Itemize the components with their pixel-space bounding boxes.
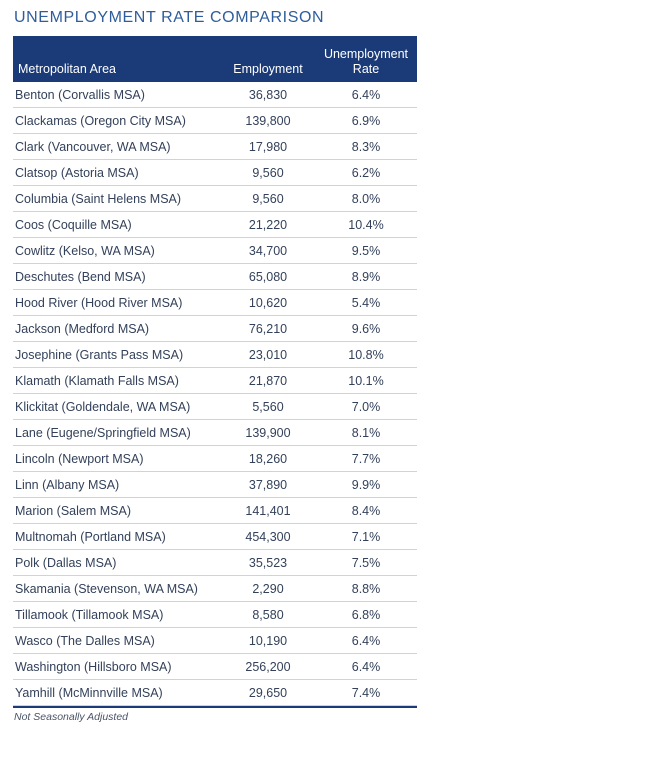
cell-employment: 21,870: [248, 374, 288, 388]
cell-area: Clackamas (Oregon City MSA): [15, 114, 186, 128]
cell-area: Multnomah (Portland MSA): [15, 530, 166, 544]
cell-employment: 10,620: [248, 296, 288, 310]
cell-employment: 139,900: [245, 426, 291, 440]
cell-employment: 35,523: [248, 556, 288, 570]
table-row: [13, 498, 417, 524]
cell-rate: 7.1%: [351, 530, 381, 544]
cell-rate: 8.3%: [351, 140, 381, 154]
cell-area: Tillamook (Tillamook MSA): [15, 608, 164, 622]
table-row: [13, 576, 417, 602]
cell-employment: 10,190: [248, 634, 288, 648]
cell-rate: 6.2%: [351, 166, 381, 180]
table-row: [13, 602, 417, 628]
cell-rate: 9.5%: [351, 244, 381, 258]
table-header: [13, 36, 417, 82]
cell-area: Wasco (The Dalles MSA): [15, 634, 155, 648]
cell-area: Yamhill (McMinnville MSA): [15, 686, 163, 700]
table-row: [13, 680, 417, 706]
cell-rate: 10.4%: [348, 218, 384, 232]
table-row: [13, 342, 417, 368]
cell-area: Hood River (Hood River MSA): [15, 296, 183, 310]
cell-employment: 139,800: [245, 114, 291, 128]
unemployment-table: [13, 36, 417, 708]
cell-area: Marion (Salem MSA): [15, 504, 131, 518]
cell-area: Washington (Hillsboro MSA): [15, 660, 172, 674]
header-rate-line1: Unemployment: [323, 47, 409, 61]
table-row: [13, 316, 417, 342]
cell-employment: 454,300: [245, 530, 291, 544]
cell-area: Benton (Corvallis MSA): [15, 88, 145, 102]
cell-employment: 8,580: [252, 608, 284, 622]
cell-employment: 21,220: [248, 218, 288, 232]
cell-rate: 6.4%: [351, 634, 381, 648]
table-row: [13, 186, 417, 212]
table-bottom-rule: [13, 706, 417, 708]
table-row: [13, 654, 417, 680]
table-body: [13, 82, 417, 706]
cell-area: Lincoln (Newport MSA): [15, 452, 144, 466]
cell-rate: 6.8%: [351, 608, 381, 622]
cell-employment: 29,650: [248, 686, 288, 700]
cell-area: Jackson (Medford MSA): [15, 322, 150, 336]
table-row: [13, 394, 417, 420]
cell-area: Columbia (Saint Helens MSA): [15, 192, 182, 206]
cell-rate: 7.4%: [351, 686, 381, 700]
header-unemployment-rate: [315, 47, 417, 77]
cell-rate: 10.8%: [348, 348, 384, 362]
cell-rate: 8.4%: [351, 504, 381, 518]
cell-rate: 8.9%: [351, 270, 381, 284]
cell-rate: 5.4%: [351, 296, 381, 310]
table-row: [13, 368, 417, 394]
cell-rate: 6.9%: [351, 114, 381, 128]
cell-area: Polk (Dallas MSA): [15, 556, 117, 570]
cell-area: Skamania (Stevenson, WA MSA): [15, 582, 198, 596]
cell-rate: 10.1%: [348, 374, 384, 388]
cell-employment: 9,560: [252, 166, 284, 180]
cell-rate: 7.0%: [351, 400, 381, 414]
cell-employment: 36,830: [248, 88, 288, 102]
table-row: [13, 160, 417, 186]
table-row: [13, 550, 417, 576]
cell-area: Clatsop (Astoria MSA): [15, 166, 139, 180]
cell-employment: 23,010: [248, 348, 288, 362]
table-row: [13, 238, 417, 264]
cell-rate: 8.8%: [351, 582, 381, 596]
cell-employment: 5,560: [252, 400, 284, 414]
cell-area: Lane (Eugene/Springfield MSA): [15, 426, 191, 440]
cell-area: Coos (Coquille MSA): [15, 218, 132, 232]
table-row: [13, 472, 417, 498]
cell-employment: 17,980: [248, 140, 288, 154]
table-row: [13, 420, 417, 446]
cell-area: Clark (Vancouver, WA MSA): [15, 140, 171, 154]
table-row: [13, 264, 417, 290]
cell-employment: 256,200: [245, 660, 291, 674]
cell-employment: 65,080: [248, 270, 288, 284]
header-rate-line2: Rate: [352, 62, 380, 76]
cell-employment: 76,210: [248, 322, 288, 336]
cell-rate: 8.0%: [351, 192, 381, 206]
cell-area: Klamath (Klamath Falls MSA): [15, 374, 179, 388]
table-row: [13, 212, 417, 238]
cell-rate: 9.9%: [351, 478, 381, 492]
header-metropolitan-area: Metropolitan Area: [18, 62, 116, 76]
table-row: [13, 108, 417, 134]
cell-rate: 9.6%: [351, 322, 381, 336]
cell-rate: 6.4%: [351, 88, 381, 102]
cell-employment: 34,700: [248, 244, 288, 258]
cell-area: Klickitat (Goldendale, WA MSA): [15, 400, 191, 414]
cell-area: Cowlitz (Kelso, WA MSA): [15, 244, 155, 258]
cell-area: Deschutes (Bend MSA): [15, 270, 146, 284]
table-row: [13, 446, 417, 472]
cell-employment: 141,401: [245, 504, 291, 518]
cell-area: Josephine (Grants Pass MSA): [15, 348, 184, 362]
cell-area: Linn (Albany MSA): [15, 478, 120, 492]
footnote: Not Seasonally Adjusted: [14, 711, 129, 723]
cell-employment: 37,890: [248, 478, 288, 492]
cell-rate: 8.1%: [351, 426, 381, 440]
header-employment: Employment: [233, 62, 303, 76]
table-row: [13, 524, 417, 550]
page-title: UNEMPLOYMENT RATE COMPARISON: [14, 9, 325, 26]
table-row: [13, 628, 417, 654]
table-row: [13, 290, 417, 316]
table-row: [13, 134, 417, 160]
cell-employment: 9,560: [252, 192, 284, 206]
cell-rate: 6.4%: [351, 660, 381, 674]
cell-employment: 2,290: [252, 582, 284, 596]
cell-rate: 7.5%: [351, 556, 381, 570]
table-row: [13, 82, 417, 108]
cell-rate: 7.7%: [351, 452, 381, 466]
cell-employment: 18,260: [248, 452, 288, 466]
